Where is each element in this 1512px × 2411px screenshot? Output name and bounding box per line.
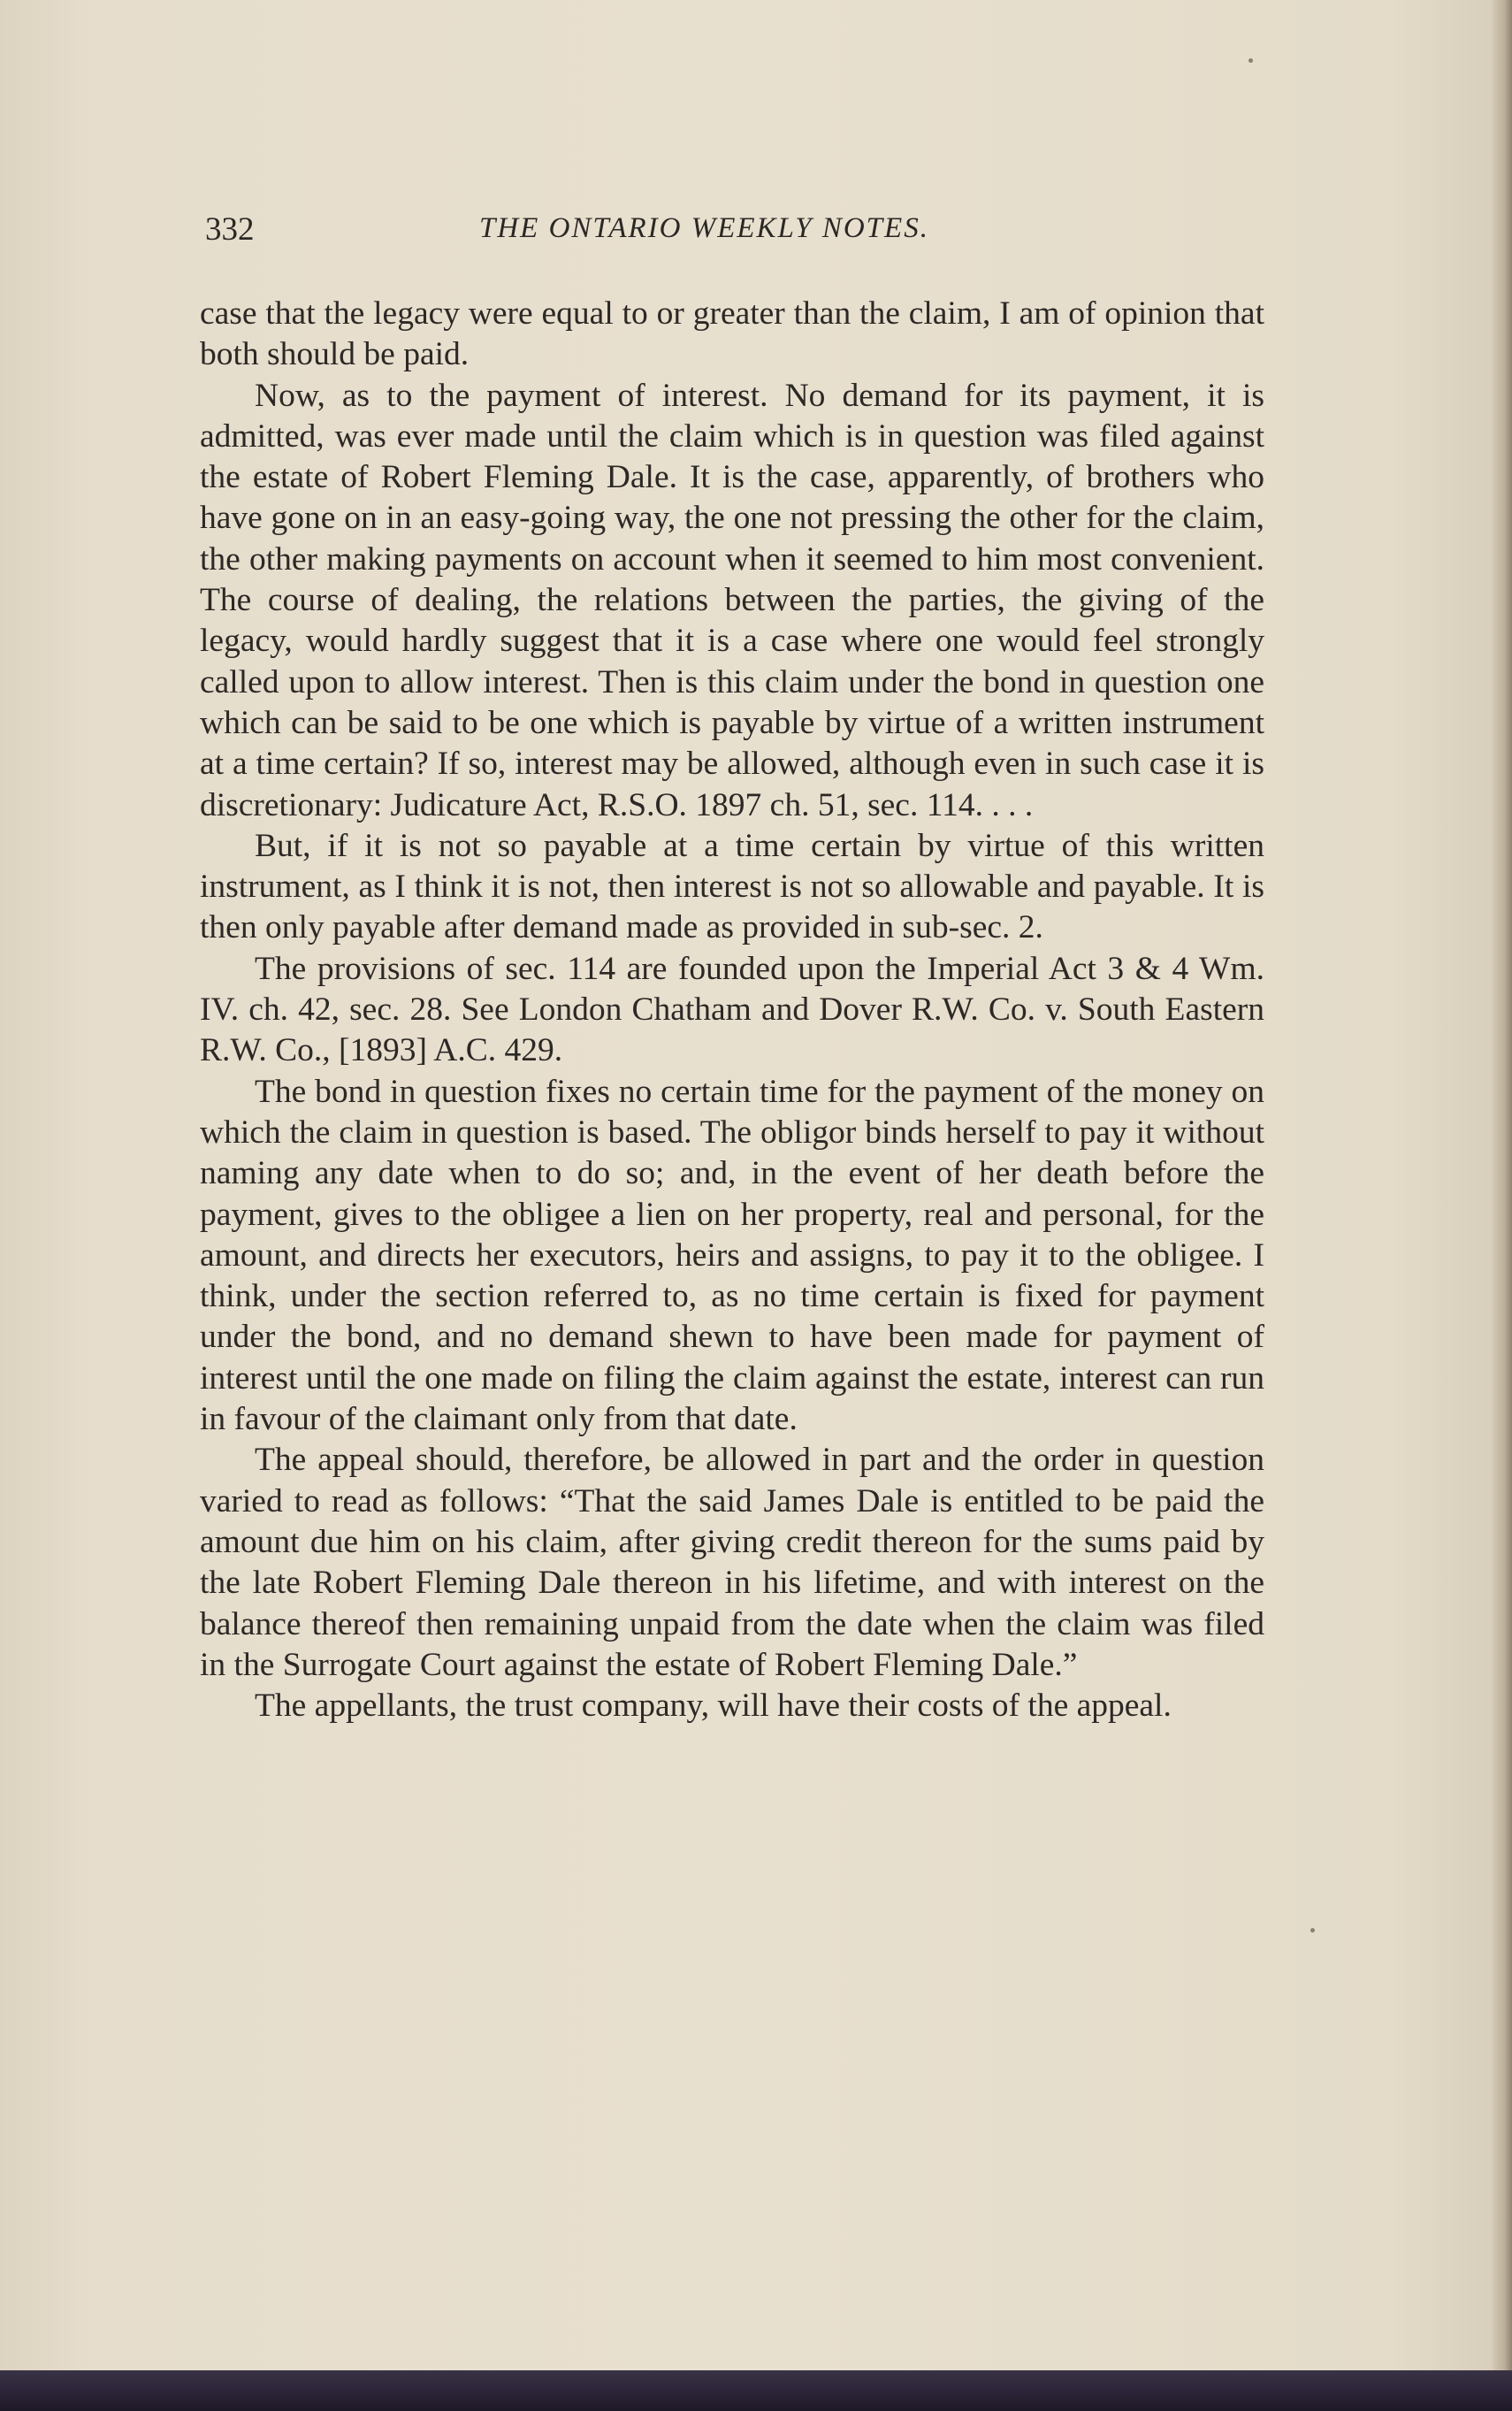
speck-mark [1310,1928,1315,1933]
paragraph: The appeal should, therefore, be allowed in part and the order in question varied to read as follows: “That the said James Dale is entitled to be paid the amount due him on his claim, after giving credit thereon for the sums paid by the late Robert Fleming Dale thereon in his lifetime, and with interest on the balance thereof then remaining unpaid from the date when the claim was filed in the Surrogate Court against the estate of Robert Fleming Dale.” [200,1442,1264,1683]
speck-mark [1249,58,1253,63]
body-text [200,294,1264,1726]
scan-bottom-band [0,2370,1512,2411]
journal-title: THE ONTARIO WEEKLY NOTES. [479,212,929,244]
page-number: 332 [205,211,255,248]
paragraph: The provisions of sec. 114 are founded upon the Imperial Act 3 & 4 Wm. IV. ch. 42, sec. 28. See London Chatham and Dover R.W. Co. v. South Eastern R.W. Co., [1893] A.C. 429. [200,950,1264,1069]
paragraph: The appellants, the trust company, will have their costs of the appeal. [255,1688,1172,1725]
paragraph: case that the legacy were equal to or greater than the claim, I am of opinion that both should be paid. [200,295,1264,373]
page-edge-shadow [1493,0,1512,2370]
paragraph: Now, as to the payment of interest. No demand for its payment, it is admitted, was ever made until the claim which is in question was filed against the estate of Robert Fleming Dale. It is the case, apparently, of brothers who have gone on in an easy-going way, the one not pressing the other for the claim, the other making payments on account when it seemed to him most convenient. The course of dealing, the relations between the parties, the giving of the legacy, would hardly suggest that it is a case where one would feel strongly called upon to allow interest. Then is this claim under the bond in question one which can be said to be one which is payable by virtue of a written instrument at a time certain? If so, interest may be allowed, although even in such case it is discretionary: Judicature Act, R.S.O. 1897 ch. 51, sec. 114. . . . [200,377,1264,823]
paragraph: The bond in question fixes no certain time for the payment of the money on which the claim in question is based. The obligor binds herself to pay it without naming any date when to do so; and, in the event of her death before the payment, gives to the obligee a lien on her property, real and personal, for the amount, and directs her executors, heirs and assigns, to pay it to the obligee. I think, under the section referred to, as no time certain is fixed for payment under the bond, and no demand shewn to have been made for payment of interest until the one made on filing the claim against the estate, interest can run in favour of the claimant only from that date. [200,1073,1264,1438]
paragraph: But, if it is not so payable at a time certain by virtue of this written instrument, as I think it is not, then interest is not so allowable and payable. It is then only payable after demand made as provided in sub-sec. 2. [200,827,1264,946]
running-head [205,210,1266,264]
